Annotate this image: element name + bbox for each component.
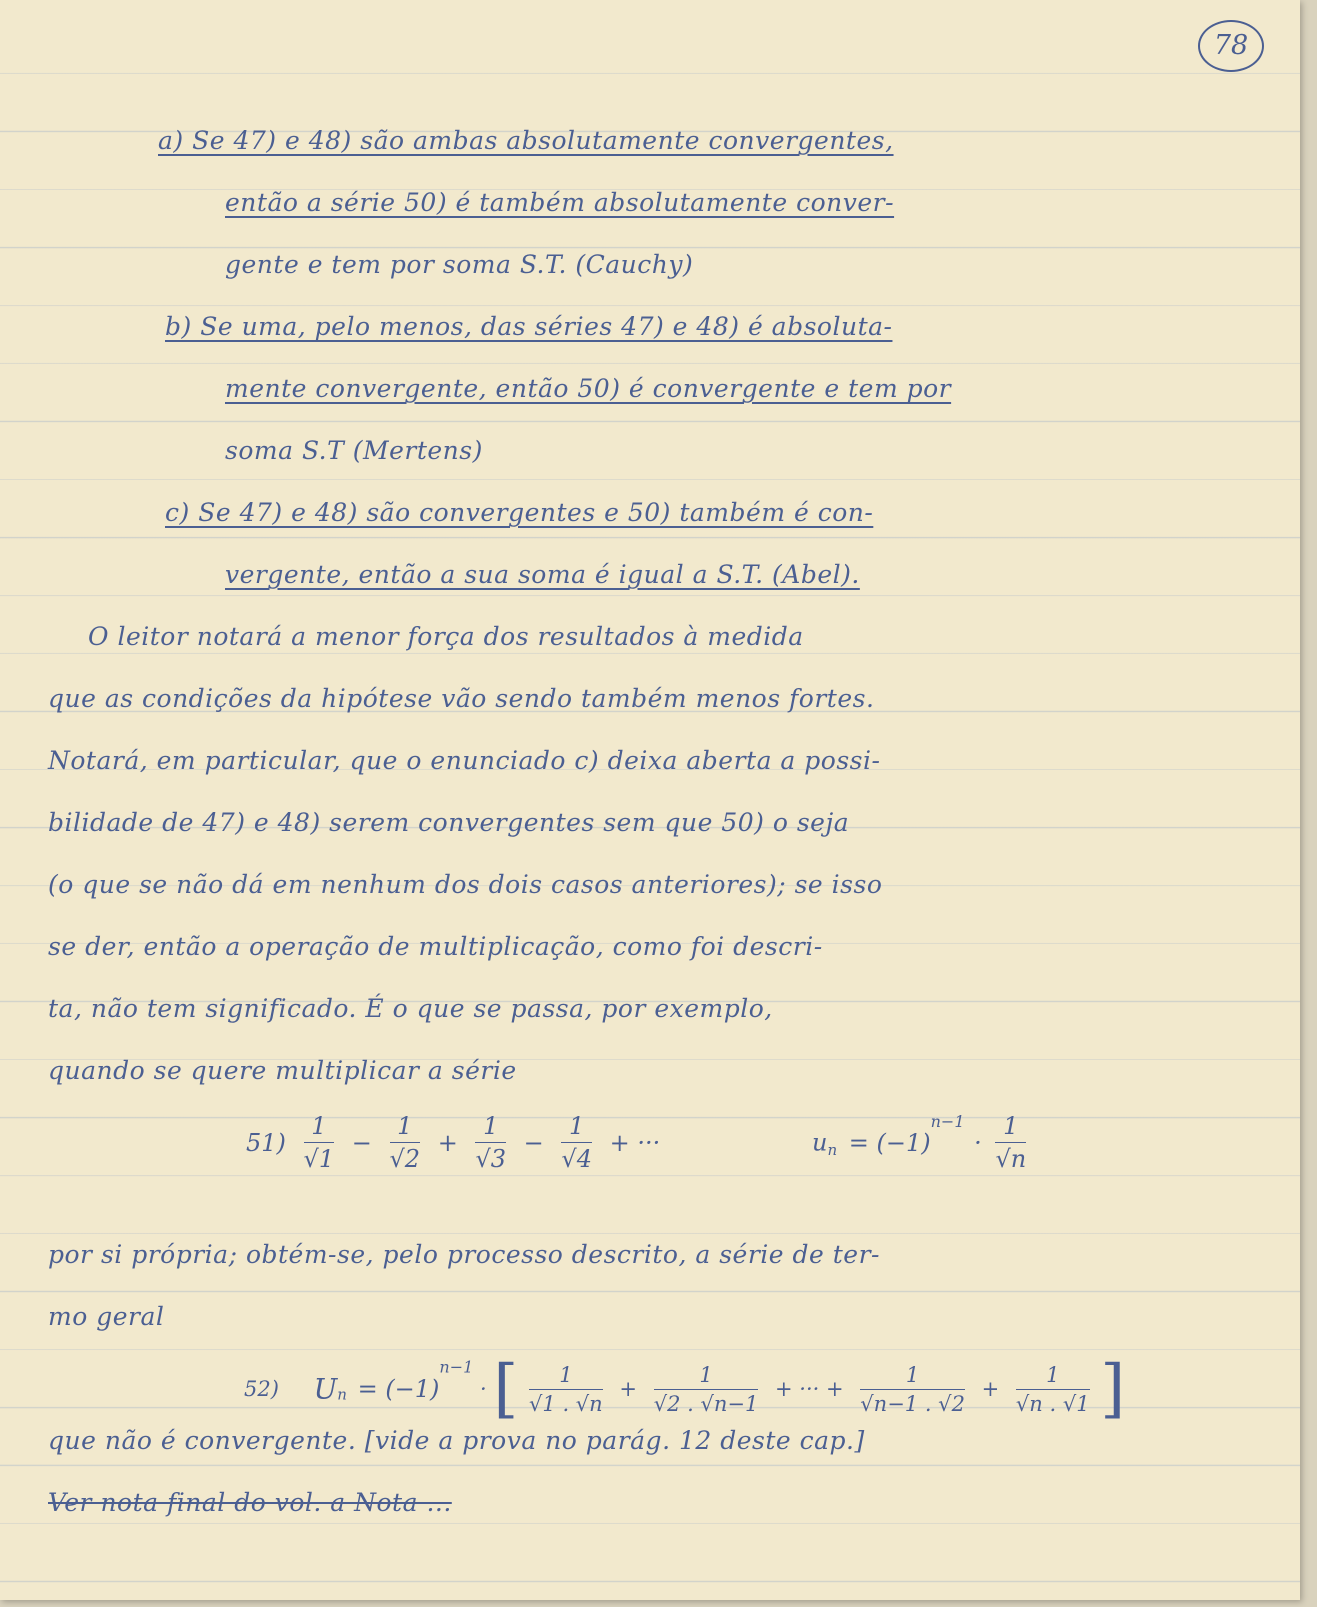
equation-51-label: 51): [246, 1128, 286, 1157]
paragraph-line-9: por si própria; obtém-se, pelo processo descrito, a série de ter-: [48, 1240, 880, 1269]
eq51-term-2: $\frac{1}{√2}$: [389, 1112, 421, 1173]
eq52-op: +: [981, 1377, 1000, 1401]
paragraph-line-10: mo geral: [48, 1302, 165, 1331]
open-bracket: [: [493, 1352, 519, 1426]
equation-51: [240, 1112, 666, 1173]
eq51-op: −: [523, 1128, 544, 1157]
paragraph-line-3: Notará, em particular, que o enunciado c) deixa aberta a possi-: [48, 746, 881, 775]
eq51-op: −: [351, 1128, 372, 1157]
paragraph-line-11: que não é convergente. [vide a prova no parág. 12 deste cap.]: [48, 1426, 865, 1455]
eq52-term-4: $\frac{1}{√n . √1}$: [1015, 1362, 1090, 1416]
equation-52: 52) $U_n = (-1)^{n-1}$ · [ $\frac{1}{√1 . √n}$ + $\frac{1}{√2 . √n-1}$ + ··· + $\frac{1}{√n-1 . √2}$ + $\frac{1}{√n . √1}$ ]: [244, 1352, 1126, 1426]
line-b3: soma S.T (Mertens): [225, 436, 483, 465]
line-c1: c) Se 47) e 48) são convergentes e 50) também é con-: [165, 498, 874, 527]
eq51-term-4: $\frac{1}{√4}$: [561, 1112, 592, 1173]
eq51-op: +: [437, 1128, 458, 1157]
line-b2: mente convergente, então 50) é convergente e tem por: [225, 374, 952, 403]
eq52-term-3: $\frac{1}{√n-1 . √2}$: [860, 1362, 965, 1416]
paragraph-line-4: bilidade de 47) e 48) serem convergentes sem que 50) o seja: [48, 808, 850, 837]
crossed-out-line: Ver nota final do vol. a Nota ...: [48, 1488, 452, 1517]
equation-52-label: 52): [244, 1377, 279, 1401]
line-a2: então a série 50) é também absolutamente conver-: [225, 188, 895, 217]
eq51-term-3: $\frac{1}{√3}$: [475, 1112, 507, 1173]
eq52-term-2: $\frac{1}{√2 . √n-1}$: [653, 1362, 759, 1416]
paragraph-line-7: ta, não tem significado. É o que se passa, por exemplo,: [48, 994, 773, 1023]
close-bracket: ]: [1100, 1352, 1126, 1426]
eq52-op: + ··· +: [775, 1377, 844, 1401]
line-a1: a) Se 47) e 48) são ambas absolutamente convergentes,: [158, 126, 894, 155]
line-b1: b) Se uma, pelo menos, das séries 47) e 48) é absoluta-: [165, 312, 893, 341]
eq52-term-1: $\frac{1}{√1 . √n}$: [529, 1362, 603, 1416]
line-a3: gente e tem por soma S.T. (Cauchy): [225, 250, 694, 279]
page-number: 78: [1198, 20, 1264, 72]
paragraph-line-2: que as condições da hipótese vão sendo também menos fortes.: [48, 684, 875, 713]
eq52-op: +: [619, 1377, 638, 1401]
eq51-op: + ···: [609, 1128, 661, 1157]
eq51-term-1: $\frac{1}{√1}$: [303, 1112, 335, 1173]
paragraph-line-8: quando se quere multiplicar a série: [48, 1056, 517, 1085]
paragraph-line-6: se der, então a operação de multiplicação, como foi descri-: [48, 932, 823, 961]
equation-51-general-term: $u_n = (-1)^{n-1}$ · $\frac{1}{√n}$: [812, 1112, 1027, 1173]
paragraph-line-1: O leitor notará a menor força dos resultados à medida: [88, 622, 804, 651]
line-c2: vergente, então a sua soma é igual a S.T. (Abel).: [225, 560, 860, 589]
paragraph-line-5: (o que se não dá em nenhum dos dois casos anteriores); se isso: [48, 870, 883, 899]
